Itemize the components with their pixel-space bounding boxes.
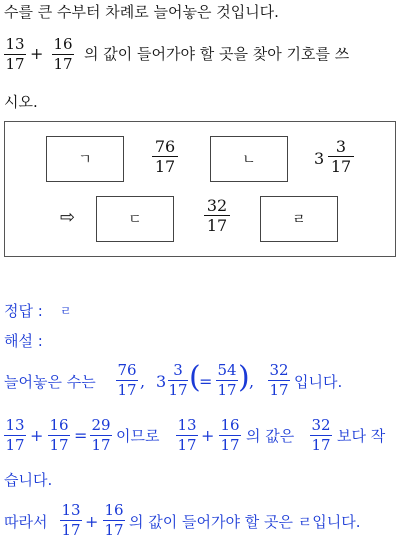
- solution-s4-plus: +: [85, 512, 99, 531]
- solution-s1-comma-2: ,: [249, 372, 255, 391]
- explain-label: 해설 :: [4, 332, 43, 350]
- slot-digeut: ㄷ: [96, 196, 174, 242]
- solution-s1-end: 입니다.: [294, 373, 343, 391]
- answer-label: 정답 :: [4, 302, 43, 320]
- figure-value-3: 32 17: [204, 197, 230, 234]
- solution-s1-open-paren: (: [189, 360, 201, 395]
- question-line-3: 시오.: [4, 93, 38, 111]
- solution-s2-fraction-a: 13 17: [5, 416, 25, 454]
- question-line-2: 의 값이 들어가야 할 곳을 찾아 기호를 쓰: [84, 45, 350, 63]
- solution-s1-text: 늘어놓은 수는: [4, 373, 96, 391]
- slot-giyeok: ㄱ: [46, 136, 124, 182]
- slot-rieul: ㄹ: [260, 196, 338, 242]
- solution-s4-end: 의 값이 들어가야 할 곳은 ㄹ입니다.: [129, 513, 361, 531]
- question-plus: +: [30, 44, 44, 63]
- figure-value-2-whole: 3: [314, 149, 325, 168]
- slot-nieun: ㄴ: [210, 136, 288, 182]
- solution-s1-equals: =: [199, 372, 213, 391]
- solution-s1-mixed-fraction: 3 17: [168, 361, 188, 399]
- solution-s2-plus-2: +: [201, 426, 215, 445]
- solution-s1-fraction-3: 32 17: [269, 361, 289, 399]
- figure-value-1: 76 17: [152, 138, 178, 175]
- solution-s2-fraction-d: 16 17: [220, 416, 240, 454]
- figure-value-2-fraction: 3 17: [328, 138, 354, 175]
- solution-s1-close-paren: ): [238, 360, 250, 395]
- solution-s2-plus: +: [30, 426, 44, 445]
- solution-s3: 습니다.: [4, 471, 53, 489]
- solution-s2-fraction-result: 29 17: [91, 416, 111, 454]
- solution-s1-mixed-whole: 3: [156, 372, 167, 391]
- question-line-1: 수를 큰 수부터 차례로 늘어놓은 것입니다.: [4, 3, 279, 21]
- solution-s4-start: 따라서: [4, 513, 48, 531]
- answer-value: ㄹ: [60, 304, 72, 318]
- solution-s4-fraction-a: 13 17: [61, 501, 81, 539]
- solution-s1-fraction-2: 54 17: [217, 361, 237, 399]
- solution-s2-mid-2: 의 값은: [246, 427, 295, 445]
- question-fraction-a: 13 17: [5, 35, 25, 73]
- question-fraction-b: 16 17: [53, 35, 73, 73]
- solution-s2-fraction-c: 13 17: [177, 416, 197, 454]
- solution-s4-fraction-b: 16 17: [104, 501, 124, 539]
- solution-s2-fraction-e: 32 17: [311, 416, 331, 454]
- solution-s2-mid: 이므로: [116, 427, 160, 445]
- solution-s1-comma-1: ,: [140, 372, 146, 391]
- arrow-icon: ⇨: [60, 207, 76, 228]
- solution-s2-fraction-b: 16 17: [49, 416, 69, 454]
- solution-s1-fraction-1: 76 17: [117, 361, 137, 399]
- solution-s2-end: 보다 작: [337, 427, 386, 445]
- solution-s2-equals: =: [74, 426, 88, 445]
